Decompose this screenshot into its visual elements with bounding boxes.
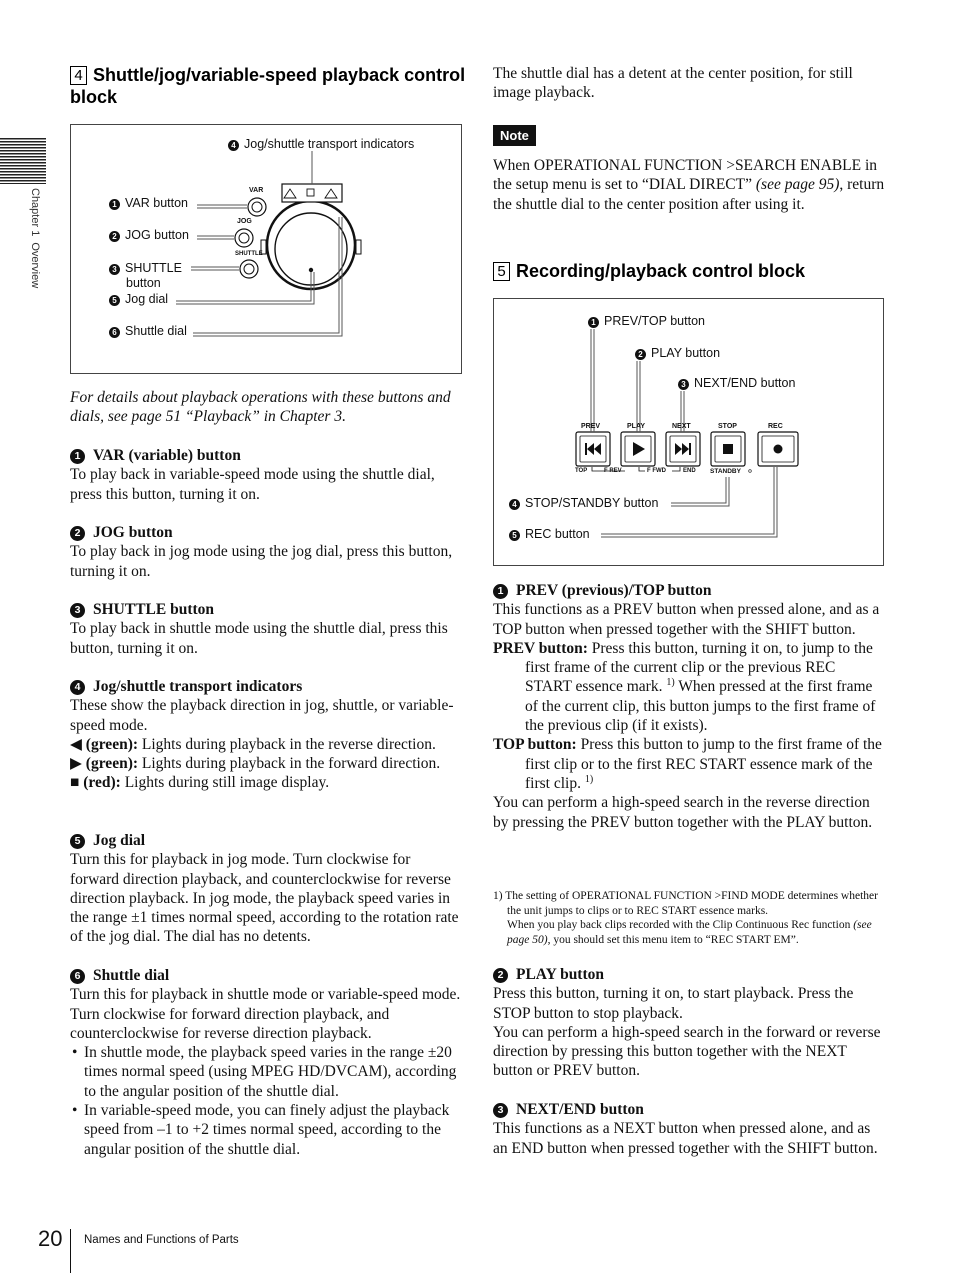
section5-heading-text: Recording/playback control block: [516, 261, 806, 281]
end-cap: END: [683, 468, 696, 474]
label-rec: 5 REC button: [509, 527, 590, 541]
chapter-tab-label: [25, 188, 41, 308]
note-badge: Note: [493, 125, 536, 146]
section4-intro: For details about playback operations with these buttons and dials, see page 51 “Playback” in Chapter 3.: [70, 389, 451, 426]
item-var-button: 1 VAR (variable) button To play back in variable-speed mode using the shuttle dial, press this button, turning it on.: [70, 447, 435, 503]
top-cap: TOP: [575, 468, 588, 474]
item-play-button: 2 PLAY button Press this button, turning it on, to start playback. Press the STOP button to stop playback. You can perform a high-speed search in the forward or reverse direction by pressing this button together with the NEXT button or PREV button.: [493, 966, 881, 1080]
standby-cap: STANDBY: [710, 468, 741, 475]
label-next-end: 3 NEXT/END button: [678, 376, 795, 390]
label-shuttle-button: 3 SHUTTLE: [109, 261, 182, 275]
section5-heading: [493, 260, 885, 282]
chapter-title: Overview: [29, 242, 41, 289]
recording-playback-diagram: [494, 299, 883, 565]
shuttle-jog-figure: [70, 124, 462, 374]
prev-cap: PREV: [581, 423, 601, 430]
footer-section-title: Names and Functions of Parts: [84, 1234, 239, 1246]
note-text: When OPERATIONAL FUNCTION >SEARCH ENABLE in the setup menu is set to “DIAL DIRECT” (see page 95), return the shuttle dial to the center position after using it.: [493, 157, 885, 213]
item-jog-dial: 5 Jog dial Turn this for playback in jog mode. Turn clockwise for forward direction playback, and counterclockwise for reverse direction playback. In jog mode, the playback speed varies in the range ±1 times normal speed, according to the rotation rate of the jog dial. The dial has no detents.: [70, 832, 459, 946]
item-next-end-button: 3 NEXT/END button This functions as a NEXT button when pressed alone, and as an END button when pressed together with the SHIFT button.: [493, 1101, 878, 1157]
label-stop-standby: 4 STOP/STANDBY button: [509, 496, 658, 510]
ffwd-cap: F FWD: [647, 468, 666, 474]
play-cap: PLAY: [627, 423, 646, 430]
section4-number: 4: [70, 66, 87, 85]
jog-button-cap: JOG: [237, 218, 252, 225]
rec-cap: REC: [768, 423, 783, 430]
footnote: 1) The setting of OPERATIONAL FUNCTION >FIND MODE determines whether the unit jumps to clips or to REC START essence marks. When you play back clips recorded with the Clip Continuous Rec function (see page 50), you should set this menu item to “REC START EM”.: [493, 890, 878, 946]
item-jog-button: 2 JOG button To play back in jog mode using the jog dial, press this button, turning it on.: [70, 524, 453, 580]
shuttle-button-cap: SHUTTLE: [235, 251, 263, 257]
label-var-button: 1 VAR button: [109, 196, 188, 210]
chapter-number: Chapter 1: [29, 188, 41, 237]
shuttle-bullet: • In variable-speed mode, you can finely adjust the playback speed from –1 to +2 times normal speed, according to the angular position of the shuttle dial.: [70, 1101, 462, 1159]
item-prev-top-button: 1 PREV (previous)/TOP button This functions as a PREV button when pressed alone, and as a TOP button when pressed together with the SHIFT button. PREV button: Press this button, turning it on, to jump to the first frame of the current clip or the previous REC START essence mark. $^{1)}$ When pressed at the first frame of the current clip, this button jumps to the first frame of the previous clip (if it exists). TOP button: Press this button to jump to the first frame of the first clip or to the first REC START essence mark of the first clip. $^{1)}$ You can perform a high-speed search in the reverse direction by pressing the PREV button together with the PLAY button.: [493, 582, 882, 831]
detent-text: The shuttle dial has a detent at the center position, for still image playback.: [493, 65, 853, 102]
section4-heading-text: Shuttle/jog/variable-speed playback control block: [70, 65, 466, 107]
label-prev-top: 1 PREV/TOP button: [588, 314, 705, 328]
label-jog-dial: 5 Jog dial: [109, 292, 168, 306]
recording-playback-figure: [493, 298, 884, 566]
label-jog-button: 2 JOG button: [109, 228, 189, 242]
page-number: 20: [38, 1226, 63, 1251]
label-indicators: 4 Jog/shuttle transport indicators: [228, 137, 414, 151]
label-play: 2 PLAY button: [635, 346, 720, 360]
var-button-cap: VAR: [249, 187, 264, 194]
stop-cap: STOP: [718, 423, 737, 430]
next-cap: NEXT: [672, 423, 691, 430]
label-shuttle-button-line2: button: [126, 276, 161, 290]
item-transport-indicators: 4 Jog/shuttle transport indicators These show the playback direction in jog, shuttle, or variable-speed mode. ◀ (green): Lights during playback in the reverse direction. ▶ (green): Lights during playback in the forward direction. ■ (red): Lights during still image display.: [70, 678, 454, 792]
footer-divider: [70, 1229, 71, 1273]
label-shuttle-dial: 6 Shuttle dial: [109, 324, 187, 338]
section4-heading: [70, 64, 470, 108]
section5-number: 5: [493, 262, 510, 281]
chapter-tab-stripes: [0, 138, 46, 184]
item-shuttle-button: 3 SHUTTLE button To play back in shuttle mode using the shuttle dial, press this button, turning it on.: [70, 601, 448, 657]
shuttle-bullet: • In shuttle mode, the playback speed varies in the range ±20 times normal speed (using MPEG HD/DVCAM), according to the angular position of the shuttle dial.: [70, 1043, 462, 1101]
frev-cap: F REV: [604, 468, 622, 474]
item-shuttle-dial: 6 Shuttle dial Turn this for playback in shuttle mode or variable-speed mode. Turn clockwise for forward direction playback, and counterclockwise for reverse direction playback. • In shuttle mode, the playback speed varies in the range ±20 times normal speed (using MPEG HD/DVCAM), according to the angular position of the shuttle dial. • In variable-speed mode, you can finely adjust the playback speed from –1 to +2 times normal speed, according to the angular position of the shuttle dial.: [70, 966, 462, 1159]
